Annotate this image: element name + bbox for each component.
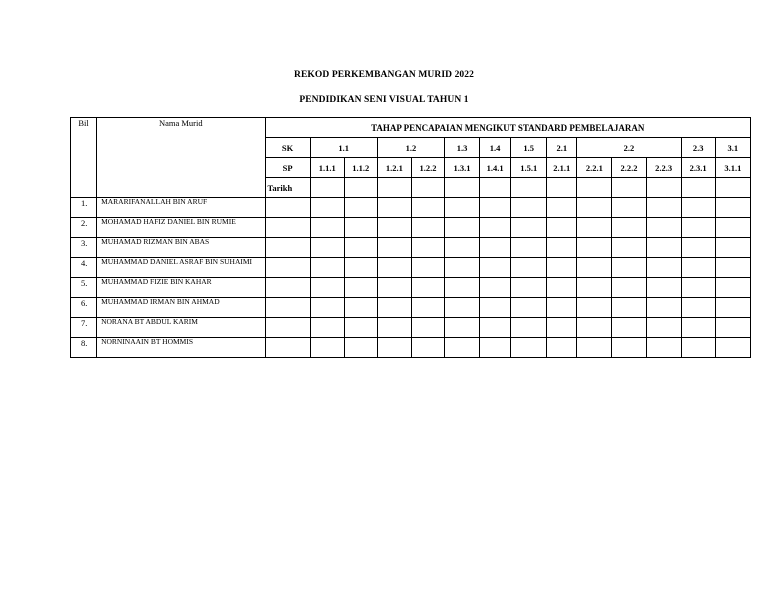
date-cell[interactable] <box>547 178 577 198</box>
sp-cell: 2.2.3 <box>646 158 681 178</box>
score-cell[interactable] <box>547 298 577 318</box>
student-name: MUHAMMAD IRMAN BIN AHMAD <box>97 298 265 318</box>
score-cell[interactable] <box>344 238 377 258</box>
sp-cell: 1.2.1 <box>377 158 411 178</box>
score-cell[interactable] <box>681 238 715 258</box>
score-cell[interactable] <box>265 278 310 298</box>
score-cell[interactable] <box>577 258 612 278</box>
document-subtitle: PENDIDIKAN SENI VISUAL TAHUN 1 <box>299 95 469 105</box>
tarikh-label: Tarikh <box>265 178 310 198</box>
sk-cell: 1.1 <box>310 138 377 158</box>
score-cell[interactable] <box>547 278 577 298</box>
row-number: 1. <box>71 198 97 218</box>
score-cell[interactable] <box>511 218 547 238</box>
score-cell[interactable] <box>411 318 444 338</box>
score-cell[interactable] <box>265 238 310 258</box>
sk-cell: 1.2 <box>377 138 444 158</box>
score-cell[interactable] <box>646 258 681 278</box>
score-cell[interactable] <box>547 338 577 358</box>
score-cell[interactable] <box>511 198 547 218</box>
score-cell[interactable] <box>265 218 310 238</box>
score-cell[interactable] <box>646 338 681 358</box>
score-cell[interactable] <box>444 258 479 278</box>
score-cell[interactable] <box>715 218 750 238</box>
score-cell[interactable] <box>715 338 750 358</box>
score-cell[interactable] <box>377 298 411 318</box>
score-cell[interactable] <box>377 278 411 298</box>
row-number: 3. <box>71 238 97 258</box>
table-row <box>71 278 751 298</box>
sk-label: SK <box>265 138 310 158</box>
student-name: NORANA BT ABDUL KARIM <box>97 318 265 338</box>
date-cell[interactable] <box>444 178 479 198</box>
score-cell[interactable] <box>310 298 344 318</box>
sp-label: SP <box>265 158 310 178</box>
sp-cell: 2.3.1 <box>681 158 715 178</box>
score-cell[interactable] <box>444 298 479 318</box>
score-cell[interactable] <box>612 198 646 218</box>
score-cell[interactable] <box>681 198 715 218</box>
progress-record-table <box>70 117 751 358</box>
sp-cell: 2.2.2 <box>612 158 646 178</box>
score-cell[interactable] <box>577 198 612 218</box>
score-cell[interactable] <box>547 258 577 278</box>
score-cell[interactable] <box>444 338 479 358</box>
header-row-main <box>71 118 751 138</box>
score-cell[interactable] <box>646 298 681 318</box>
score-cell[interactable] <box>444 218 479 238</box>
score-cell[interactable] <box>681 278 715 298</box>
sp-cell: 1.3.1 <box>444 158 479 178</box>
date-cell[interactable] <box>715 178 750 198</box>
score-cell[interactable] <box>480 258 511 278</box>
score-cell[interactable] <box>577 218 612 238</box>
score-cell[interactable] <box>265 338 310 358</box>
score-cell[interactable] <box>444 238 479 258</box>
score-cell[interactable] <box>444 318 479 338</box>
score-cell[interactable] <box>715 238 750 258</box>
score-cell[interactable] <box>480 218 511 238</box>
score-cell[interactable] <box>480 298 511 318</box>
score-cell[interactable] <box>480 198 511 218</box>
row-number: 8. <box>71 338 97 358</box>
sk-cell: 1.5 <box>511 138 547 158</box>
table-row <box>71 218 751 238</box>
score-cell[interactable] <box>480 238 511 258</box>
date-cell[interactable] <box>612 178 646 198</box>
score-cell[interactable] <box>377 198 411 218</box>
sp-cell: 1.2.2 <box>411 158 444 178</box>
score-cell[interactable] <box>480 318 511 338</box>
table-row <box>71 338 751 358</box>
score-cell[interactable] <box>715 258 750 278</box>
row-number: 5. <box>71 278 97 298</box>
score-cell[interactable] <box>511 238 547 258</box>
date-cell[interactable] <box>377 178 411 198</box>
score-cell[interactable] <box>547 318 577 338</box>
score-cell[interactable] <box>377 258 411 278</box>
sp-cell: 1.1.2 <box>344 158 377 178</box>
date-cell[interactable] <box>480 178 511 198</box>
achievement-level-header: TAHAP PENCAPAIAN MENGIKUT STANDARD PEMBELAJARAN <box>265 118 750 138</box>
student-name: MUHAMAD RIZMAN BIN ABAS <box>97 238 265 258</box>
score-cell[interactable] <box>310 338 344 358</box>
score-cell[interactable] <box>377 338 411 358</box>
score-cell[interactable] <box>681 318 715 338</box>
score-cell[interactable] <box>444 198 479 218</box>
score-cell[interactable] <box>577 338 612 358</box>
sp-cell: 3.1.1 <box>715 158 750 178</box>
score-cell[interactable] <box>646 318 681 338</box>
score-cell[interactable] <box>377 218 411 238</box>
score-cell[interactable] <box>612 338 646 358</box>
score-cell[interactable] <box>612 298 646 318</box>
table-row <box>71 298 751 318</box>
date-cell[interactable] <box>344 178 377 198</box>
sk-cell: 3.1 <box>715 138 750 158</box>
score-cell[interactable] <box>310 278 344 298</box>
score-cell[interactable] <box>681 258 715 278</box>
score-cell[interactable] <box>612 218 646 238</box>
sk-cell: 2.1 <box>547 138 577 158</box>
score-cell[interactable] <box>646 218 681 238</box>
score-cell[interactable] <box>377 238 411 258</box>
score-cell[interactable] <box>577 238 612 258</box>
score-cell[interactable] <box>377 318 411 338</box>
score-cell[interactable] <box>344 278 377 298</box>
row-number: 6. <box>71 298 97 318</box>
score-cell[interactable] <box>310 258 344 278</box>
sp-cell: 1.5.1 <box>511 158 547 178</box>
score-cell[interactable] <box>411 298 444 318</box>
score-cell[interactable] <box>612 318 646 338</box>
score-cell[interactable] <box>344 318 377 338</box>
score-cell[interactable] <box>265 318 310 338</box>
score-cell[interactable] <box>577 298 612 318</box>
score-cell[interactable] <box>612 238 646 258</box>
score-cell[interactable] <box>344 338 377 358</box>
score-cell[interactable] <box>411 338 444 358</box>
bil-header: Bil <box>71 118 97 198</box>
date-cell[interactable] <box>577 178 612 198</box>
student-rows <box>71 198 751 358</box>
score-cell[interactable] <box>344 298 377 318</box>
score-cell[interactable] <box>265 298 310 318</box>
score-cell[interactable] <box>681 298 715 318</box>
score-cell[interactable] <box>310 238 344 258</box>
score-cell[interactable] <box>577 318 612 338</box>
sk-cell: 1.3 <box>444 138 479 158</box>
score-cell[interactable] <box>411 278 444 298</box>
score-cell[interactable] <box>511 338 547 358</box>
score-cell[interactable] <box>547 238 577 258</box>
score-cell[interactable] <box>480 338 511 358</box>
score-cell[interactable] <box>310 318 344 338</box>
score-cell[interactable] <box>715 298 750 318</box>
date-cell[interactable] <box>310 178 344 198</box>
score-cell[interactable] <box>715 318 750 338</box>
student-name: MUHAMMAD FIZIE BIN KAHAR <box>97 278 265 298</box>
score-cell[interactable] <box>646 198 681 218</box>
score-cell[interactable] <box>547 218 577 238</box>
score-cell[interactable] <box>612 278 646 298</box>
score-cell[interactable] <box>547 198 577 218</box>
score-cell[interactable] <box>681 338 715 358</box>
score-cell[interactable] <box>612 258 646 278</box>
sk-cell: 2.2 <box>577 138 681 158</box>
document-title: REKOD PERKEMBANGAN MURID 2022 <box>294 70 474 80</box>
score-cell[interactable] <box>411 238 444 258</box>
row-number: 7. <box>71 318 97 338</box>
score-cell[interactable] <box>511 258 547 278</box>
score-cell[interactable] <box>646 238 681 258</box>
sp-cell: 1.1.1 <box>310 158 344 178</box>
table-row <box>71 238 751 258</box>
score-cell[interactable] <box>265 198 310 218</box>
score-cell[interactable] <box>715 278 750 298</box>
score-cell[interactable] <box>511 318 547 338</box>
score-cell[interactable] <box>511 298 547 318</box>
score-cell[interactable] <box>265 258 310 278</box>
student-name: MARARIFANALLAH BIN ARUF <box>97 198 265 218</box>
student-name: NORNINAAIN BT HOMMIS <box>97 338 265 358</box>
sp-cell: 2.1.1 <box>547 158 577 178</box>
score-cell[interactable] <box>681 218 715 238</box>
score-cell[interactable] <box>480 278 511 298</box>
score-cell[interactable] <box>411 198 444 218</box>
score-cell[interactable] <box>646 278 681 298</box>
score-cell[interactable] <box>444 278 479 298</box>
score-cell[interactable] <box>411 258 444 278</box>
score-cell[interactable] <box>310 198 344 218</box>
student-name: MUHAMMAD DANIEL ASRAF BIN SUHAIMI <box>97 258 265 278</box>
student-name: MOHAMAD HAFIZ DANIEL BIN RUMIE <box>97 218 265 238</box>
row-number: 4. <box>71 258 97 278</box>
sp-cell: 2.2.1 <box>577 158 612 178</box>
score-cell[interactable] <box>344 258 377 278</box>
table-row <box>71 198 751 218</box>
score-cell[interactable] <box>310 218 344 238</box>
date-cell[interactable] <box>681 178 715 198</box>
sp-cell: 1.4.1 <box>480 158 511 178</box>
sk-cell: 1.4 <box>480 138 511 158</box>
score-cell[interactable] <box>411 218 444 238</box>
table-row <box>71 318 751 338</box>
score-cell[interactable] <box>715 198 750 218</box>
date-cell[interactable] <box>411 178 444 198</box>
table-row <box>71 258 751 278</box>
score-cell[interactable] <box>577 278 612 298</box>
score-cell[interactable] <box>344 198 377 218</box>
date-cell[interactable] <box>511 178 547 198</box>
score-cell[interactable] <box>344 218 377 238</box>
row-number: 2. <box>71 218 97 238</box>
score-cell[interactable] <box>511 278 547 298</box>
date-cell[interactable] <box>646 178 681 198</box>
name-header: Nama Murid <box>97 118 265 198</box>
sk-cell: 2.3 <box>681 138 715 158</box>
